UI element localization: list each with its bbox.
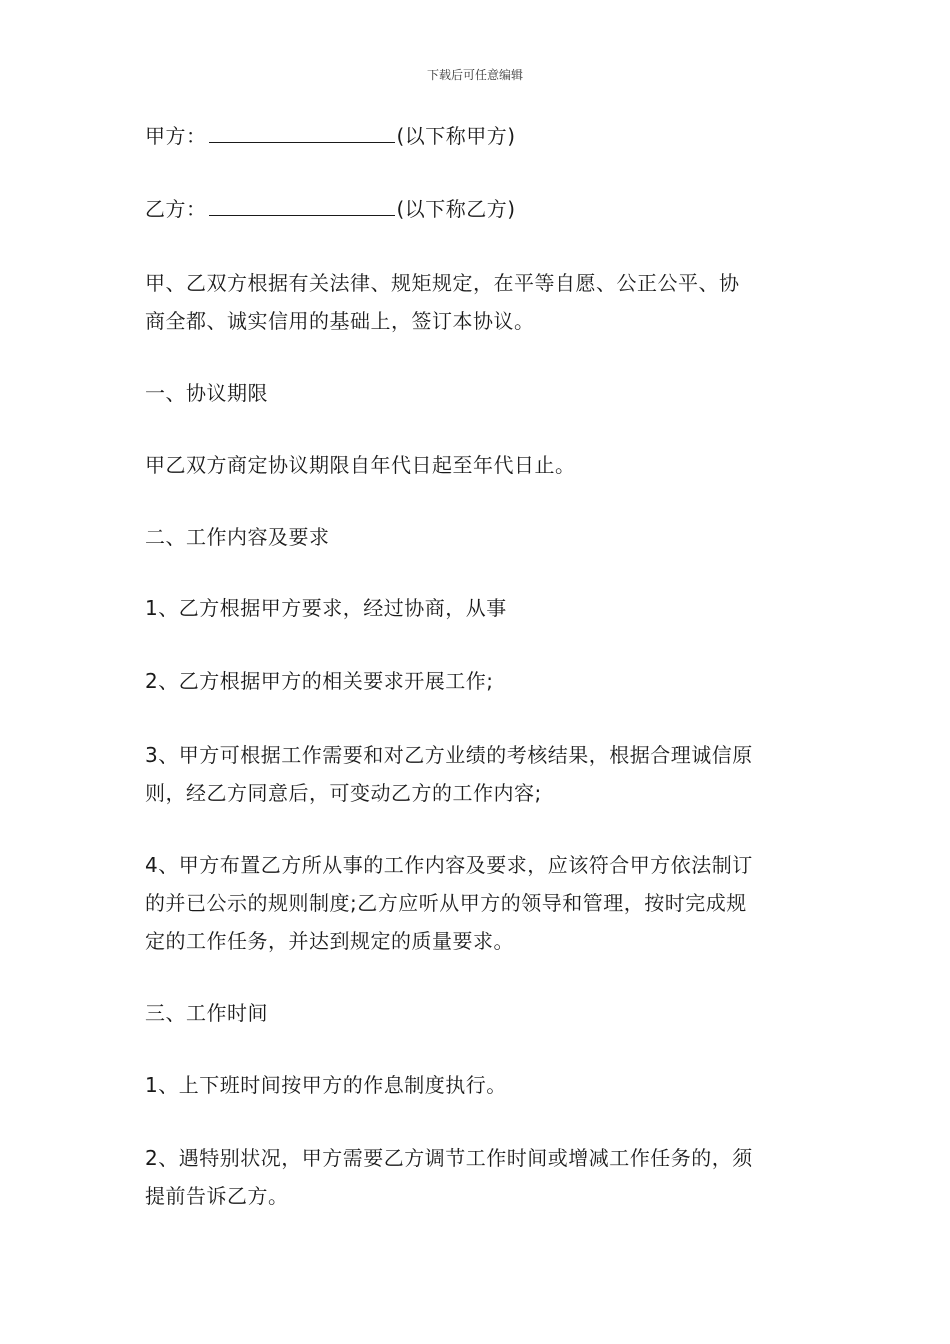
section-2-item-1-text: 1、乙方根据甲方要求，经过协商，从事 <box>145 596 507 620</box>
party-b-suffix: (以下称乙方) <box>396 197 516 221</box>
section-1-body-text: 甲乙双方商定协议期限自年代日起至年代日止。 <box>145 453 576 477</box>
section-3-item-1-text: 1、上下班时间按甲方的作息制度执行。 <box>145 1073 507 1097</box>
section-2-item-3 <box>145 736 810 812</box>
party-b-label: 乙方： <box>145 197 207 221</box>
party-a-line <box>145 117 810 155</box>
section-2-item-4-line-2: 的并已公示的规则制度;乙方应听从甲方的领导和管理，按时完成规 <box>145 891 747 915</box>
section-3-item-2 <box>145 1139 810 1215</box>
section-2-item-3-line-2: 则，经乙方同意后，可变动乙方的工作内容; <box>145 781 542 805</box>
party-a-blank <box>209 120 395 143</box>
section-3-title <box>145 994 810 1032</box>
party-a-suffix: (以下称甲方) <box>396 124 516 148</box>
section-2-item-3-line-1: 3、甲方可根据工作需要和对乙方业绩的考核结果，根据合理诚信原 <box>145 743 753 767</box>
section-2-item-2 <box>145 662 810 700</box>
section-2-title <box>145 518 810 556</box>
section-2-item-4 <box>145 846 810 960</box>
intro-paragraph <box>145 264 810 340</box>
party-b-line <box>145 190 810 228</box>
section-3-item-2-line-2: 提前告诉乙方。 <box>145 1184 289 1208</box>
page-header: 下载后可任意编辑 <box>426 68 523 82</box>
party-b-blank <box>209 193 395 216</box>
section-2-item-2-text: 2、乙方根据甲方的相关要求开展工作; <box>145 669 494 693</box>
section-1-title-text: 一、协议期限 <box>145 381 268 405</box>
section-1-body <box>145 446 810 484</box>
section-2-item-1 <box>145 589 810 627</box>
section-2-item-4-line-1: 4、甲方布置乙方所从事的工作内容及要求，应该符合甲方依法制订 <box>145 853 753 877</box>
section-3-item-1 <box>145 1066 810 1104</box>
party-a-label: 甲方： <box>145 124 207 148</box>
section-2-item-4-line-3: 定的工作任务，并达到规定的质量要求。 <box>145 929 514 953</box>
section-2-title-text: 二、工作内容及要求 <box>145 525 330 549</box>
section-3-title-text: 三、工作时间 <box>145 1001 268 1025</box>
section-1-title <box>145 374 810 412</box>
section-3-item-2-line-1: 2、遇特别状况，甲方需要乙方调节工作时间或增减工作任务的，须 <box>145 1146 753 1170</box>
intro-line-1: 甲、乙双方根据有关法律、规矩规定，在平等自愿、公正公平、协 <box>145 271 740 295</box>
intro-line-2: 商全都、诚实信用的基础上，签订本协议。 <box>145 309 535 333</box>
